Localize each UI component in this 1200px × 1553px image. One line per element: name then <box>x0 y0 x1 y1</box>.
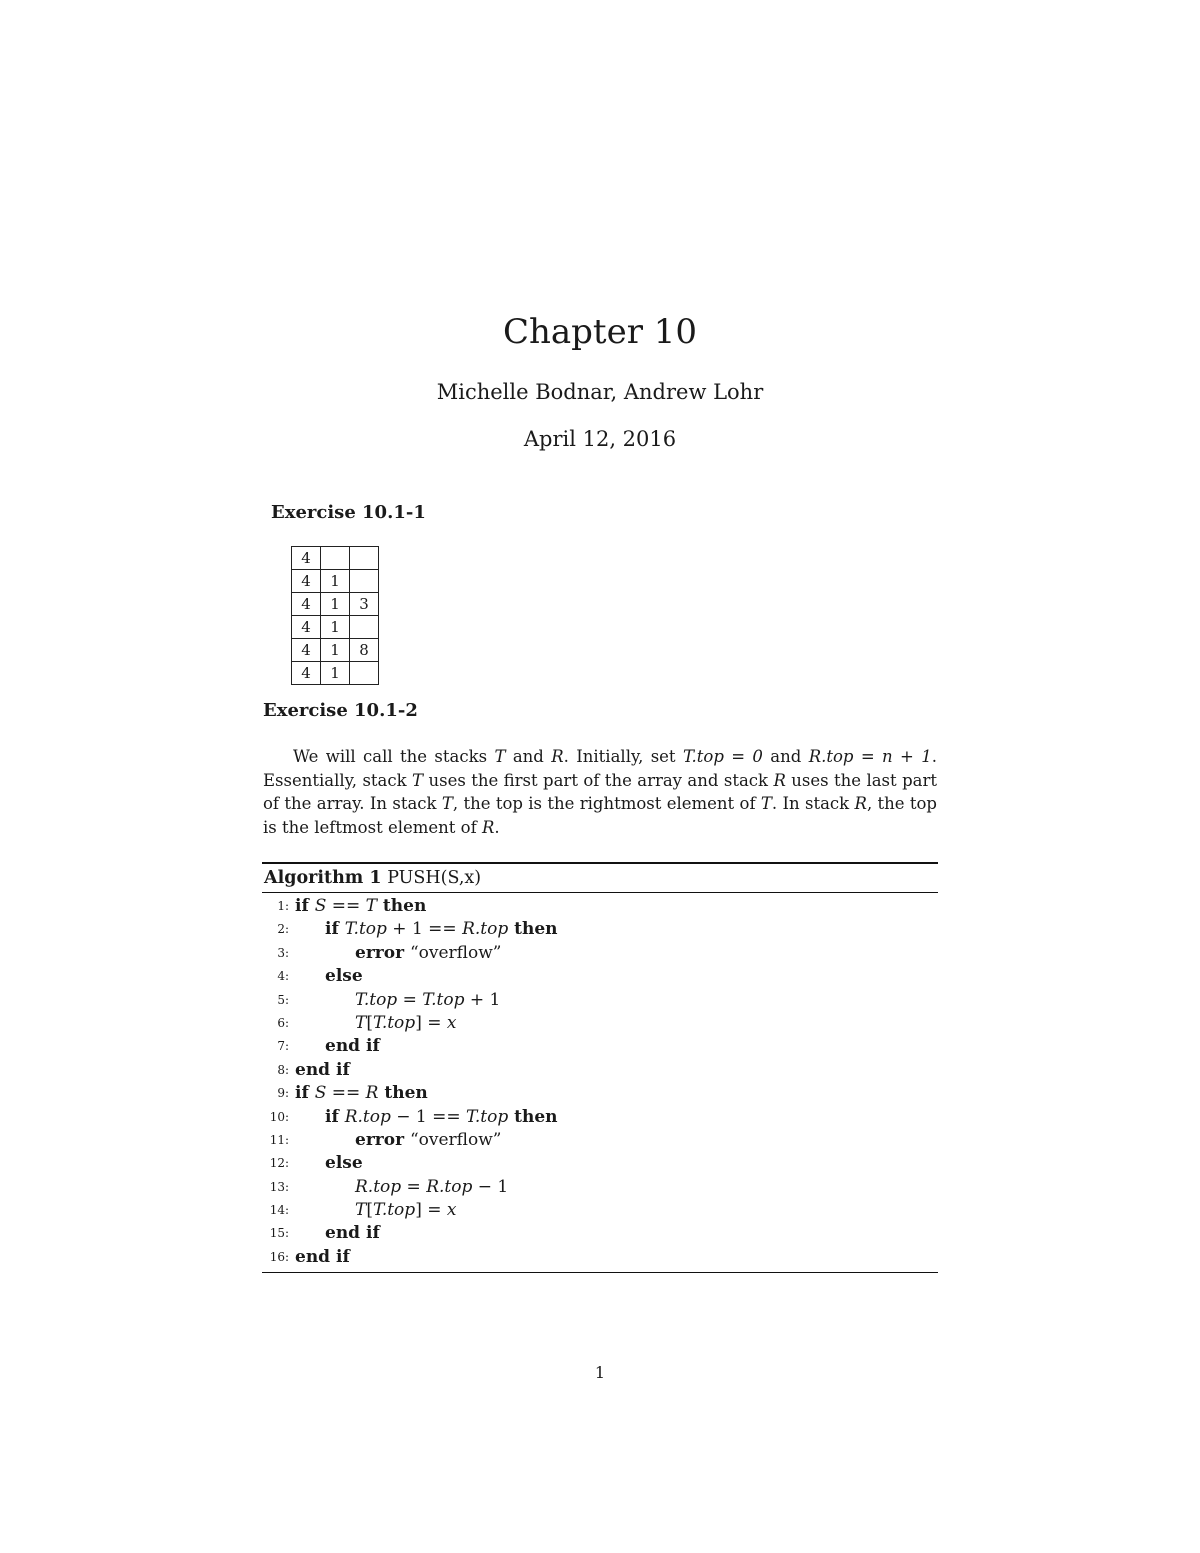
stack-cell: 4 <box>292 662 321 685</box>
keyword: else <box>325 1153 363 1174</box>
keyword: then <box>508 919 558 940</box>
line-code <box>295 1129 502 1152</box>
stack-cell: 1 <box>321 662 350 685</box>
code-text: “overflow” <box>409 1129 502 1150</box>
stack-cell <box>350 570 379 593</box>
algorithm-line <box>262 895 938 918</box>
math-var: T.top <box>422 989 465 1010</box>
algorithm-line <box>262 1082 938 1105</box>
exercise-10-1-1-heading: Exercise 10.1-1 <box>271 502 426 523</box>
algorithm-line <box>262 1176 938 1199</box>
line-code <box>295 1082 428 1105</box>
code-text: − 1 <box>472 1176 509 1197</box>
stack-row <box>292 616 379 639</box>
keyword: end if <box>325 1223 380 1244</box>
math-var: T.top <box>344 919 387 940</box>
line-code <box>295 1222 380 1245</box>
stack-cell: 3 <box>350 593 379 616</box>
line-number: 14: <box>269 1203 289 1218</box>
stack-cell: 4 <box>292 616 321 639</box>
algorithm-lines <box>262 893 938 1269</box>
code-text: ] = <box>415 1012 447 1033</box>
keyword: then <box>508 1106 558 1127</box>
math-var: T.top <box>466 1106 509 1127</box>
math-var: R.top <box>426 1176 473 1197</box>
keyword: end if <box>325 1036 380 1057</box>
algorithm-line <box>262 1106 938 1129</box>
code-text: + 1 <box>464 989 501 1010</box>
algorithm-line <box>262 1199 938 1222</box>
line-number: 4: <box>277 969 289 984</box>
math-var: R <box>365 1083 379 1104</box>
code-text: “overflow” <box>409 942 502 963</box>
keyword: end if <box>295 1246 350 1267</box>
line-number: 11: <box>269 1132 289 1147</box>
stack-cell <box>350 547 379 570</box>
algorithm-caption <box>262 864 938 892</box>
keyword: then <box>378 1083 428 1104</box>
algorithm-line <box>262 942 938 965</box>
code-text: [ <box>366 1012 373 1033</box>
keyword: error <box>355 1129 410 1150</box>
math-var: T.top <box>372 1012 416 1033</box>
stack-row <box>292 570 379 593</box>
stack-cell: 4 <box>292 639 321 662</box>
code-text: − 1 == <box>390 1106 467 1127</box>
stack-cell: 1 <box>321 593 350 616</box>
math-var: T.top <box>355 989 398 1010</box>
line-code <box>295 895 426 918</box>
keyword: error <box>355 942 410 963</box>
stack-cell <box>350 616 379 639</box>
code-text: == <box>326 1083 366 1104</box>
line-number: 7: <box>277 1039 289 1054</box>
line-code <box>295 1246 350 1269</box>
algorithm-line <box>262 1059 938 1082</box>
page-number: 1 <box>594 1363 606 1382</box>
algorithm-label: Algorithm 1 <box>264 868 382 888</box>
math-var: R.top <box>355 1176 402 1197</box>
algorithm-push <box>262 862 938 1273</box>
algorithm-bottom-rule <box>262 1272 938 1273</box>
line-number: 9: <box>277 1086 289 1101</box>
line-code <box>295 1176 508 1199</box>
exercise-10-1-2-paragraph: We will call the stacks T and R. Initially, set T.top = 0 and R.top = n + 1. Essentially, stack T uses the first part of the array and stack R uses the last part of the array. In stack T, the top is the rightmost element of T. In stack R, the top is the leftmost element of R. <box>263 747 937 837</box>
code-text: [ <box>366 1200 373 1221</box>
algorithm-line <box>262 965 938 988</box>
line-code <box>295 965 363 988</box>
line-code <box>295 918 558 941</box>
chapter-title: Chapter 10 <box>502 312 698 352</box>
line-number: 10: <box>269 1109 289 1124</box>
code-text: ] = <box>415 1200 447 1221</box>
math-var: T <box>355 1200 367 1221</box>
line-number: 3: <box>277 945 289 960</box>
line-code <box>295 1106 558 1129</box>
stack-row <box>292 662 379 685</box>
math-var: R.top <box>462 919 509 940</box>
code-text: = <box>401 1176 427 1197</box>
math-var: S <box>314 896 327 916</box>
algorithm-line <box>262 1222 938 1245</box>
keyword: end if <box>295 1059 350 1080</box>
stack-cell <box>350 662 379 685</box>
math-var: x <box>446 1012 457 1033</box>
stack-cell: 1 <box>321 616 350 639</box>
keyword: if <box>325 1106 345 1127</box>
algorithm-line <box>262 1246 938 1269</box>
stack-cell: 8 <box>350 639 379 662</box>
line-number: 8: <box>277 1062 289 1077</box>
stack-cell: 1 <box>321 639 350 662</box>
math-var: R.top <box>344 1106 391 1127</box>
algorithm-name: PUSH(S,x) <box>387 868 482 888</box>
stack-cell: 1 <box>321 570 350 593</box>
stack-cell <box>321 547 350 570</box>
line-number: 5: <box>277 992 289 1007</box>
line-number: 13: <box>269 1179 289 1194</box>
code-text: = <box>397 989 423 1010</box>
authors: Michelle Bodnar, Andrew Lohr <box>436 380 764 404</box>
line-number: 15: <box>269 1226 289 1241</box>
exercise-10-1-2-heading: Exercise 10.1-2 <box>263 700 418 721</box>
keyword: else <box>325 966 363 987</box>
algorithm-line <box>262 918 938 941</box>
algorithm-line <box>262 1152 938 1175</box>
math-var: T.top <box>372 1200 416 1221</box>
math-var: T <box>365 896 377 916</box>
keyword: if <box>325 919 345 940</box>
line-code <box>295 1035 380 1058</box>
algorithm-line <box>262 1012 938 1035</box>
line-code <box>295 1012 456 1035</box>
stack-row <box>292 547 379 570</box>
code-text: == <box>326 896 366 916</box>
line-number: 1: <box>277 899 289 913</box>
line-code <box>295 1199 456 1222</box>
algorithm-line <box>262 1129 938 1152</box>
line-code <box>295 942 502 965</box>
keyword: if <box>295 1083 315 1104</box>
line-number: 6: <box>277 1015 289 1030</box>
keyword: if <box>295 896 315 916</box>
math-var: T <box>355 1012 367 1033</box>
line-number: 12: <box>269 1156 289 1171</box>
algorithm-line <box>262 1035 938 1058</box>
math-var: S <box>314 1083 327 1104</box>
line-code <box>295 989 500 1012</box>
math-var: x <box>446 1200 457 1221</box>
date: April 12, 2016 <box>523 427 677 451</box>
line-code <box>295 1152 363 1175</box>
code-text: + 1 == <box>386 919 463 940</box>
keyword: then <box>377 896 427 916</box>
stack-row <box>292 593 379 616</box>
stack-states-table <box>291 546 379 685</box>
stack-cell: 4 <box>292 570 321 593</box>
line-number: 2: <box>277 922 289 937</box>
stack-cell: 4 <box>292 593 321 616</box>
stack-cell: 4 <box>292 547 321 570</box>
line-code <box>295 1059 350 1082</box>
stack-row <box>292 639 379 662</box>
algorithm-line <box>262 989 938 1012</box>
line-number: 16: <box>269 1249 289 1264</box>
